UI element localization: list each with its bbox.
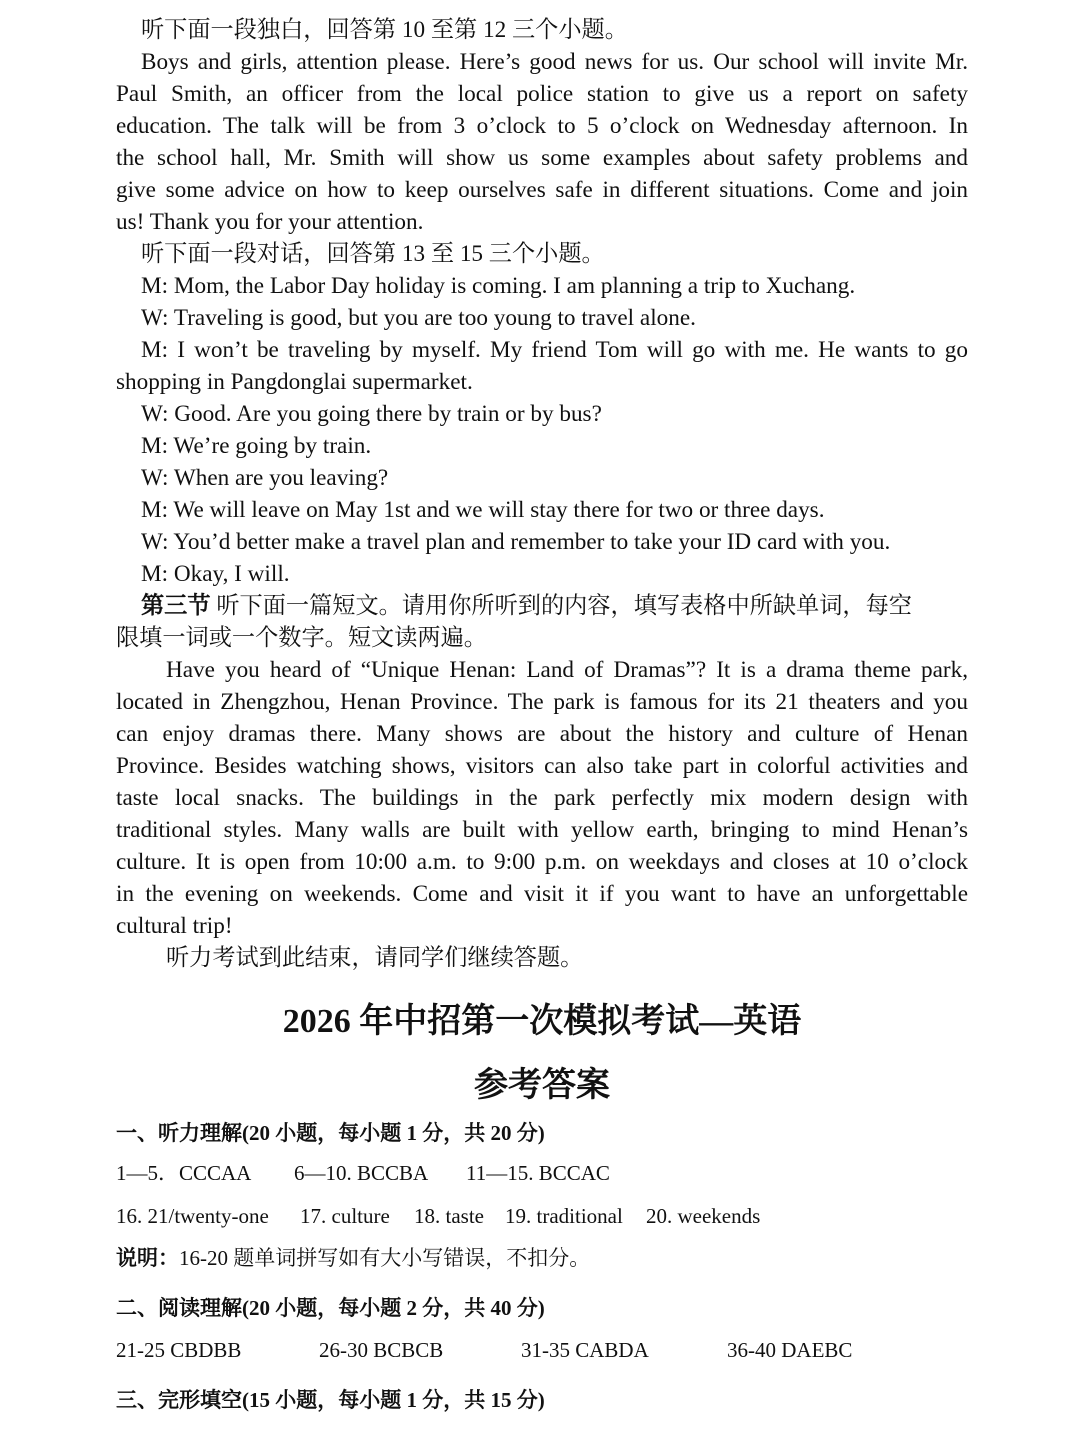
answer-group: 1—5．CCCAA xyxy=(116,1161,252,1185)
part1-answers-row2 xyxy=(116,1201,968,1231)
answer-group: 6—10. BCCBA xyxy=(294,1161,429,1185)
dialogue-line: W: Good. Are you going there by train or by bus? xyxy=(141,401,602,427)
dialogue-line: M: Mom, the Labor Day holiday is coming. I am planning a trip to Xuchang. xyxy=(141,273,856,299)
dialogue-line: W: When are you leaving? xyxy=(141,465,389,491)
dialogue-line: W: You’d better make a travel plan and remember to take your ID card with you. xyxy=(141,529,891,555)
answer-item: 20. weekends xyxy=(646,1204,761,1228)
section3-instruction-text: 听下面一篇短文。请用你所听到的内容，填写表格中所缺单词，每空 xyxy=(210,593,912,619)
dialogue-line: M: We will leave on May 1st and we will stay there for two or three days. xyxy=(141,497,825,523)
monologue-text xyxy=(116,46,968,238)
monologue-line: us! Thank you for your attention. xyxy=(116,209,424,235)
part1-answers-row1 xyxy=(116,1158,968,1188)
section3-label: 第三节 xyxy=(141,593,211,619)
part3-heading: 三、完形填空(15 小题，每小题 1 分，共 15 分) xyxy=(116,1388,545,1412)
monologue-line: Paul Smith, an officer from the local police station to give us a report on safety xyxy=(116,81,968,107)
answer-group: 31-35 CABDA xyxy=(521,1338,649,1362)
answer-group: 26-30 BCBCB xyxy=(319,1338,444,1362)
answer-item: 16. 21/twenty-one xyxy=(116,1204,269,1228)
note-text: 16-20 题单词拼写如有大小写错误，不扣分。 xyxy=(179,1246,591,1270)
passage-line: culture. It is open from 10:00 a.m. to 9:00 p.m. on weekdays and closes at 10 o’clock xyxy=(116,849,968,875)
listening-ending: 听力考试到此结束，请同学们继续答题。 xyxy=(166,945,584,971)
monologue-line: Boys and girls, attention please. Here’s good news for us. Our school will invite Mr. xyxy=(141,49,968,75)
section3-instruction xyxy=(116,590,968,622)
exam-page xyxy=(116,14,968,1415)
answer-item: 19. traditional xyxy=(505,1204,623,1228)
part2-answers xyxy=(116,1335,968,1365)
monologue-intro: 听下面一段独白，回答第 10 至第 12 三个小题。 xyxy=(141,17,628,43)
dialogue-text xyxy=(116,270,968,590)
passage-line: located in Zhengzhou, Henan Province. The park is famous for its 21 theaters and you xyxy=(116,689,968,715)
part2-heading: 二、阅读理解(20 小题，每小题 2 分，共 40 分) xyxy=(116,1296,545,1320)
dialogue-line: M: We’re going by train. xyxy=(141,433,372,459)
passage-line: Have you heard of “Unique Henan: Land of Dramas”? It is a drama theme park, xyxy=(166,657,968,683)
answer-item: 18. taste xyxy=(414,1204,484,1228)
answer-group: 36-40 DAEBC xyxy=(727,1338,853,1362)
passage-line: Province. Besides watching shows, visitors can also take part in colorful activities and xyxy=(116,753,968,779)
note-label: 说明： xyxy=(116,1246,179,1270)
dialogue-line: W: Traveling is good, but you are too young to travel alone. xyxy=(141,305,696,331)
monologue-line: give some advice on how to keep ourselves safe in different situations. Come and join xyxy=(116,177,968,203)
answer-group: 11—15. BCCAC xyxy=(466,1161,610,1185)
part1-note xyxy=(116,1243,968,1273)
answer-key-subtitle: 参考答案 xyxy=(474,1067,610,1104)
monologue-line: education. The talk will be from 3 o’clock to 5 o’clock on Wednesday afternoon. In xyxy=(116,113,968,139)
passage-line: in the evening on weekends. Come and visit it if you want to have an unforgettable xyxy=(116,881,968,907)
passage-line: cultural trip! xyxy=(116,913,233,939)
part1-heading: 一、听力理解(20 小题，每小题 1 分，共 20 分) xyxy=(116,1121,545,1145)
passage-line: traditional styles. Many walls are built with yellow earth, bringing to mind Henan’s xyxy=(116,817,968,843)
dialogue-line: M: Okay, I will. xyxy=(141,561,290,587)
monologue-line: the school hall, Mr. Smith will show us some examples about safety problems and xyxy=(116,145,968,171)
answer-key-title: 2026 年中招第一次模拟考试—英语 xyxy=(282,1003,802,1040)
section3-instruction-cont: 限填一词或一个数字。短文读两遍。 xyxy=(116,625,487,651)
passage-line: taste local snacks. The buildings in the park perfectly mix modern design with xyxy=(116,785,968,811)
answer-group: 21-25 CBDBB xyxy=(116,1338,242,1362)
answer-item: 17. culture xyxy=(300,1204,390,1228)
passage-text xyxy=(116,654,968,942)
dialogue-line: shopping in Pangdonglai supermarket. xyxy=(116,369,473,395)
dialogue-line: M: I won’t be traveling by myself. My friend Tom will go with me. He wants to go xyxy=(141,337,968,363)
dialogue-intro: 听下面一段对话，回答第 13 至 15 三个小题。 xyxy=(141,241,605,267)
passage-line: can enjoy dramas there. Many shows are about the history and culture of Henan xyxy=(116,721,968,747)
